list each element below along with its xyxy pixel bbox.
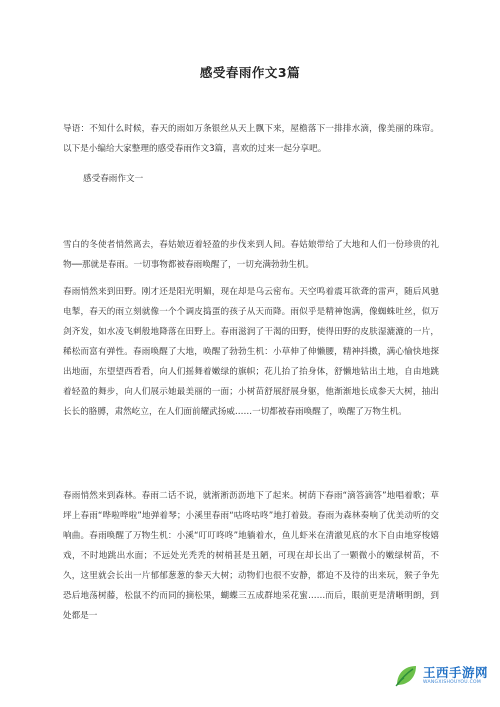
section-title: 感受春雨作文一 bbox=[83, 174, 144, 184]
watermark-brand: 王西手游网 bbox=[423, 664, 489, 680]
paragraph-1: 雪白的冬使者悄然离去，春姑娘迈着轻盈的步伐来到人间。春姑娘带给了大地和人们一份珍贵的礼物──那就是春雨。一切事物都被春雨唤醒了，一切充满勃勃生机。 bbox=[63, 240, 439, 270]
leaf-logo-icon bbox=[393, 663, 419, 689]
site-watermark bbox=[393, 652, 497, 700]
intro-paragraph: 导语：不知什么时候，春天的雨如万条银丝从天上飘下来，屋檐落下一排排水滴，像美丽的珠帘。以下是小编给大家整理的感受春雨作文3篇，喜欢的过来一起分享吧。 bbox=[63, 124, 439, 154]
paragraph-2: 春雨悄然来到田野。刚才还是阳光明媚，现在却是乌云密布。天空鸣着震耳欲聋的雷声，随后风驰电掣，春天的雨立刻就像一个个调皮捣蛋的孩子从天而降。雨似乎是精神饱满，像蜘蛛吐丝，似万剑齐发，如水凌飞刺般地降落在田野上。春雨滋润了干渴的田野，使得田野的皮肤湿漉漉的一片，稀松而富有弹性。春雨唤醒了大地，唤醒了勃勃生机：小草伸了伸懒腰，精神抖擞，满心愉快地探出地面，东望望西看看，向人们摇舞着嫩绿的旗帜；花儿抬了抬身体，舒懒地钻出土地，自由地跳着轻盈的舞步，向人们展示她最美丽的一面；小树苗舒展舒展身躯，他渐渐地长成参天大树，抽出长长的胳膊，肃然屹立，在人们面前耀武扬威……一切都被春雨唤醒了，唤醒了万物生机。 bbox=[63, 287, 439, 417]
watermark-url: WANGXISHOUYOU.COM bbox=[423, 680, 482, 685]
paragraph-3: 春雨悄然来到森林。春雨二话不说，就淅淅沥沥地下了起来。树荫下春雨“滴答滴答”地唱着歌；草坪上春雨“哗啦哗啦”地弹着琴；小溪里春雨“咕咚咕咚”地打着鼓。春雨为森林奏响了优美动听的交响曲。春雨唤醒了万物生机：小溪“叮叮咚咚”地躺着水，鱼儿虾米在清澈见底的水下自由地穿梭嬉戏，不时地跳出水面；不远处光秃秃的树梢甚是丑陋，可现在却长出了一颗微小的嫩绿树苗，不久，这里就会长出一片郁郁葱葱的参天大树；动物们也很不安静，都迫不及待的出来玩，猴子争先恐后地荡树藤，松鼠不约而同的摘松果，蝴蝶三五成群地采花蜜……而后，眼前更是清晰明朗，到处都是一 bbox=[63, 491, 439, 621]
article-title: 感受春雨作文3篇 bbox=[199, 65, 301, 80]
